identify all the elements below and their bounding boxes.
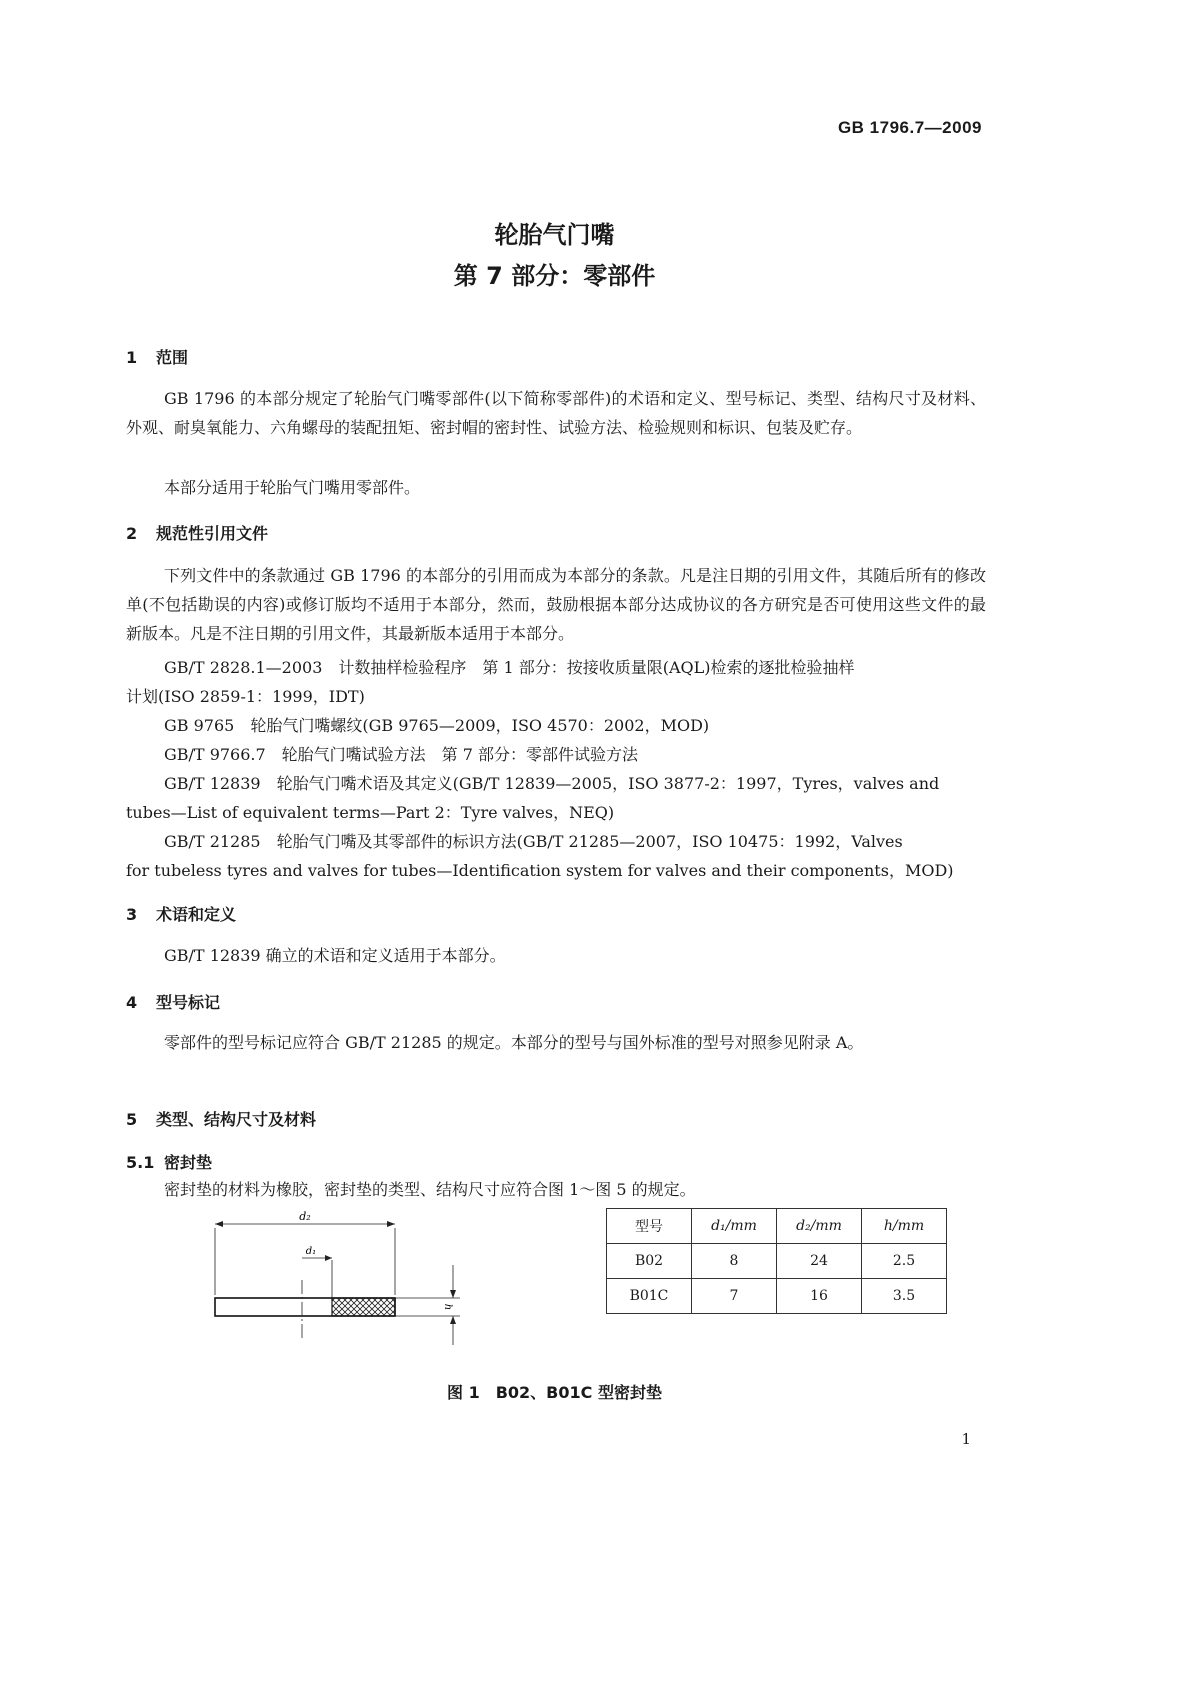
figure-caption: 图 1 B02、B01C 型密封垫	[447, 1383, 662, 1402]
section-5-1-para-1: 密封垫的材料为橡胶，密封垫的类型、结构尺寸应符合图 1～图 5 的规定。	[164, 1180, 696, 1199]
doc-subtitle: 第 7 部分：零部件	[453, 262, 656, 290]
reference-4-line-2: tubes—List of equivalent terms—Part 2：Tyre valves，NEQ)	[126, 803, 615, 822]
table-header-row	[607, 1209, 947, 1244]
header-h: h/mm	[862, 1209, 947, 1244]
cell-h: 3.5	[862, 1279, 947, 1314]
section-2-heading: 2 规范性引用文件	[126, 524, 269, 543]
section-1-para-1: GB 1796 的本部分规定了轮胎气门嘴零部件(以下简称零部件)的术语和定义、型号标记、类型、结构尺寸及材料、外观、耐臭氧能力、六角螺母的装配扭矩、密封帽的密封性、试验方法、检验规则和标识、包装及贮存。	[126, 389, 986, 437]
reference-5-line-2: for tubeless tyres and valves for tubes—Identification system for valves and their components，MOD)	[126, 861, 954, 880]
reference-3: GB/T 9766.7 轮胎气门嘴试验方法 第 7 部分：零部件试验方法	[164, 745, 639, 764]
section-4-para-1: 零部件的型号标记应符合 GB/T 21285 的规定。本部分的型号与国外标准的型号对照参见附录 A。	[164, 1033, 864, 1052]
d2-label: d₂	[299, 1210, 311, 1223]
header-d2: d₂/mm	[777, 1209, 862, 1244]
gasket-drawing	[195, 1210, 475, 1350]
doc-title: 轮胎气门嘴	[494, 221, 615, 249]
reference-5-line-1: GB/T 21285 轮胎气门嘴及其零部件的标识方法(GB/T 21285—2007，ISO 10475：1992，Valves	[164, 832, 903, 851]
gasket-section-hatch	[332, 1298, 395, 1316]
h-label: h	[442, 1303, 453, 1311]
d1-label: d₁	[305, 1246, 317, 1257]
standard-number: GB 1796.7—2009	[837, 118, 982, 137]
cell-d1: 8	[692, 1244, 777, 1279]
page-number: 1	[961, 1430, 971, 1448]
d1-arrow	[325, 1255, 332, 1261]
reference-2: GB 9765 轮胎气门嘴螺纹(GB 9765—2009，ISO 4570：2002，MOD)	[164, 716, 710, 735]
gasket-dimension-table	[606, 1208, 947, 1314]
section-3-para-1: GB/T 12839 确立的术语和定义适用于本部分。	[164, 946, 506, 965]
cell-h: 2.5	[862, 1244, 947, 1279]
section-3-heading: 3 术语和定义	[126, 905, 237, 924]
cell-d2: 16	[777, 1279, 862, 1314]
section-5-heading: 5 类型、结构尺寸及材料	[126, 1110, 317, 1129]
reference-1-line-2: 计划(ISO 2859-1：1999，IDT)	[126, 687, 365, 706]
section-1-para-2: 本部分适用于轮胎气门嘴用零部件。	[164, 478, 421, 497]
table-row	[607, 1244, 947, 1279]
reference-1-line-1: GB/T 2828.1—2003 计数抽样检验程序 第 1 部分：按接收质量限(AQL)检索的逐批检验抽样	[164, 658, 855, 677]
section-1-heading: 1 范围	[126, 348, 189, 367]
section-2-para-1: 下列文件中的条款通过 GB 1796 的本部分的引用而成为本部分的条款。凡是注日期的引用文件，其随后所有的修改单(不包括勘误的内容)或修订版均不适用于本部分，然而，鼓励根据本部分达成协议的各方研究是否可使用这些文件的最新版本。凡是不注日期的引用文件，其最新版本适用于本部分。	[126, 566, 986, 643]
table-row	[607, 1279, 947, 1314]
section-5-1-heading: 5.1 密封垫	[126, 1153, 213, 1172]
cell-model: B02	[607, 1244, 692, 1279]
cell-d2: 24	[777, 1244, 862, 1279]
header-d1: d₁/mm	[692, 1209, 777, 1244]
header-model: 型号	[607, 1209, 692, 1244]
cell-model: B01C	[607, 1279, 692, 1314]
cell-d1: 7	[692, 1279, 777, 1314]
section-4-heading: 4 型号标记	[126, 993, 221, 1012]
reference-4-line-1: GB/T 12839 轮胎气门嘴术语及其定义(GB/T 12839—2005，ISO 3877-2：1997，Tyres，valves and	[164, 774, 940, 793]
